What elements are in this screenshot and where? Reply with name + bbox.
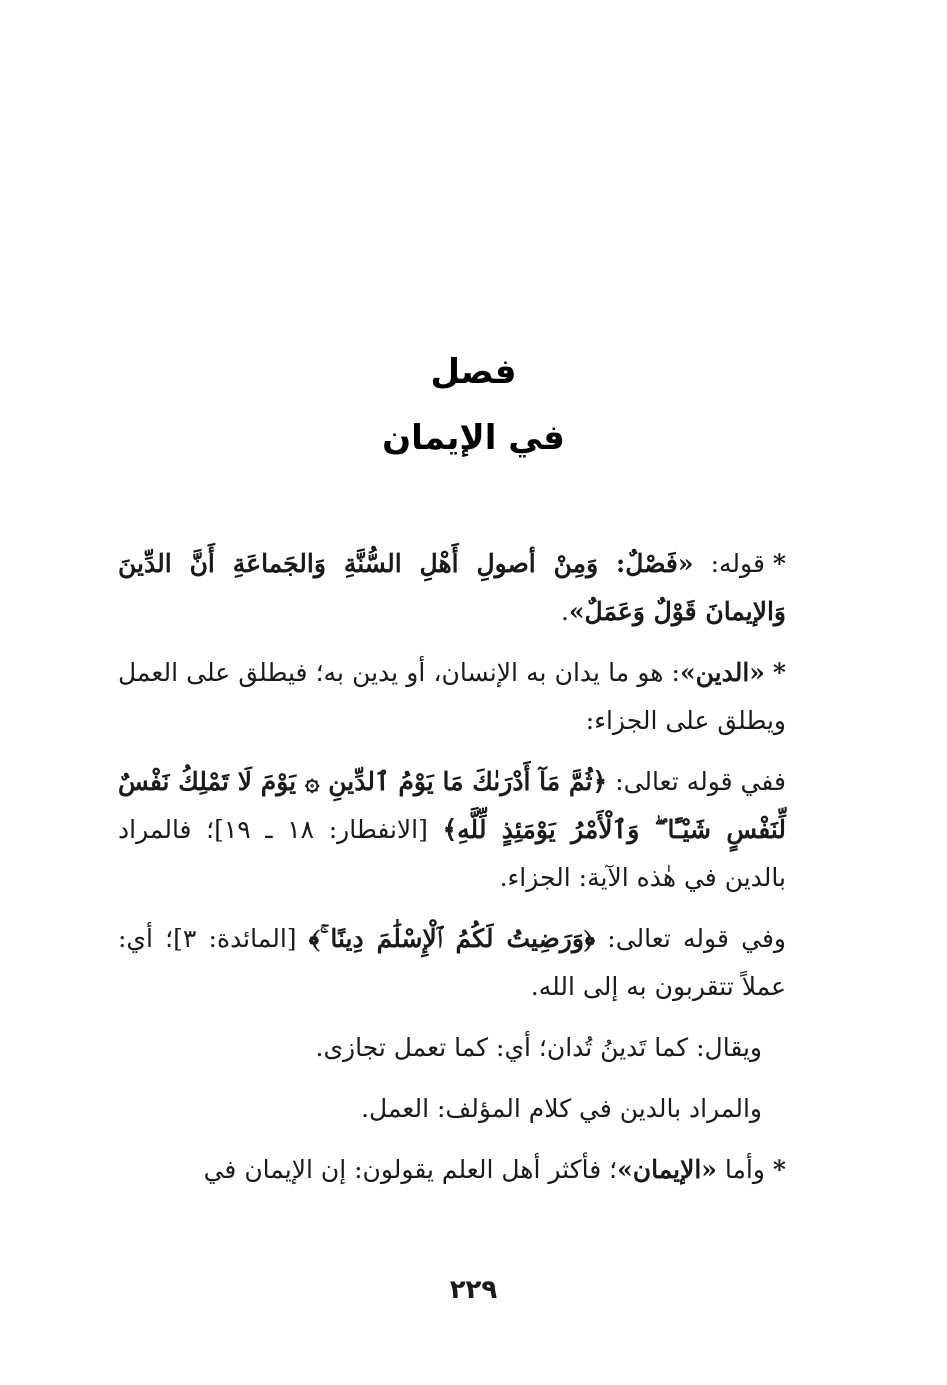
quoted-text: «الدين»	[679, 658, 765, 687]
paragraph-7	[118, 1146, 834, 1194]
paragraph-lead: وفي قوله تعالى:	[595, 924, 786, 953]
paragraph-lead: ففي قوله تعالى:	[607, 767, 786, 796]
paragraph-lead: قوله:	[693, 549, 765, 578]
paragraph-4	[118, 915, 834, 1011]
paragraph-tail: ؛ فأكثر أهل العلم يقولون: إن الإيمان في	[203, 1155, 618, 1184]
paragraph-3	[118, 758, 834, 902]
asterisk-marker: *	[772, 549, 786, 578]
paragraph-2	[118, 649, 834, 745]
paragraph-tail: .	[560, 597, 569, 626]
paragraph-5: ويقال: كما تَدينُ تُدان؛ أي: كما تعمل تجازى.	[315, 1033, 762, 1062]
paragraph-tail: [الانفطار: ١٨ ـ ١٩]؛ فالمراد بالدين في هٰذه الآية: الجزاء.	[118, 815, 786, 892]
chapter-subtitle: في الإيمان	[382, 418, 565, 458]
quran-verse: ﴿وَرَضِيتُ لَكُمُ ٱلْإِسْلَٰمَ دِينًا ۚ﴾	[308, 924, 596, 953]
paragraph-1	[118, 540, 834, 636]
quoted-text: «الإيمان»	[617, 1155, 717, 1184]
page-number: ٢٢٩	[449, 1275, 498, 1305]
paragraph-tail: [المائدة: ٣]؛ أي: عملاً تتقربون به إلى الله.	[118, 924, 786, 1001]
paragraph-lead: وأما	[716, 1155, 765, 1184]
paragraph-tail: : هو ما يدان به الإنسان، أو يدين به؛ فيطلق على العمل ويطلق على الجزاء:	[118, 658, 786, 735]
quran-verse: ﴿ثُمَّ مَآ أَدْرَىٰكَ مَا يَوْمُ ٱلدِّينِ ۞ يَوْمَ لَا تَمْلِكُ نَفْسٌ لِّنَفْسٍ شَيْـًٔا ۖ وَٱلْأَمْرُ يَوْمَئِذٍ لِّلَّهِ﴾	[118, 767, 787, 844]
asterisk-marker: *	[772, 1155, 786, 1184]
quoted-text: «فَصْلٌ: وَمِنْ أصولِ أَهْلِ السُّنَّةِ وَالجَماعَةِ أَنَّ الدِّينَ وَالإيمانَ قَوْلٌ وَعَمَلٌ»	[118, 549, 786, 626]
chapter-title: فصل	[430, 352, 517, 392]
body-text	[118, 540, 834, 1207]
asterisk-marker: *	[772, 658, 786, 687]
paragraph-6: والمراد بالدين في كلام المؤلف: العمل.	[361, 1094, 762, 1123]
